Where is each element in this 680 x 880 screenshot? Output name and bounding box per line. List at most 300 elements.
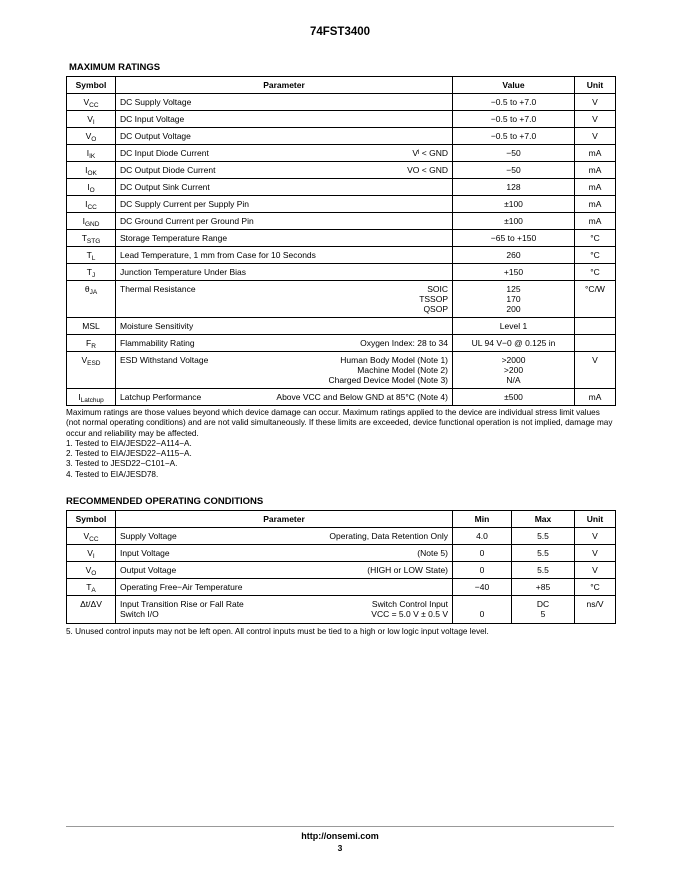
cell-line: V <box>592 355 598 365</box>
value-cell <box>453 145 575 162</box>
unit-cell <box>575 335 616 352</box>
unit-cell <box>575 162 616 179</box>
cell-line: 260 <box>506 250 521 260</box>
parameter-cell <box>116 318 453 335</box>
parameter-text <box>120 338 195 348</box>
cell-line: DC Ground Current per Ground Pin <box>120 216 254 226</box>
note-4: 4. Tested to EIA/JESD78. <box>66 469 159 479</box>
unit-cell <box>575 528 616 545</box>
parameter-wrap <box>120 250 448 260</box>
cell-line: −50 <box>506 165 521 175</box>
cell-line: Input Transition Rise or Fall Rate <box>120 599 244 609</box>
value-cell <box>453 179 575 196</box>
parameter-wrap <box>120 355 448 385</box>
cell-line: +85 <box>535 582 551 592</box>
table-row <box>67 579 616 596</box>
parameter-cell <box>116 281 453 318</box>
symbol-cell <box>67 230 116 247</box>
cell-line: DC Input Diode Current <box>120 148 209 158</box>
symbol-cell <box>67 247 116 264</box>
parameter-wrap <box>120 531 448 541</box>
cell-line: ±500 <box>504 392 523 402</box>
value-cell <box>453 247 575 264</box>
table-row <box>67 528 616 545</box>
parameter-wrap <box>120 233 448 243</box>
unit-cell <box>575 545 616 562</box>
symbol-sub: I <box>92 553 95 560</box>
value-cell <box>453 213 575 230</box>
parameter-cell <box>116 596 453 624</box>
footer-url[interactable]: http://onsemi.com <box>301 831 379 841</box>
cell-line: Switch Control Input <box>371 599 448 609</box>
symbol-main: V <box>85 131 92 141</box>
rec-conditions-table <box>66 510 616 624</box>
symbol-main: V <box>85 565 92 575</box>
symbol-sub: I <box>92 119 95 126</box>
cell-line: V <box>592 97 598 107</box>
symbol-sub: GND <box>84 221 100 228</box>
table-row <box>67 162 616 179</box>
max-cell <box>512 528 575 545</box>
cell-line: −40 <box>474 582 490 592</box>
cell-line: 128 <box>506 182 521 192</box>
cell-line: Thermal Resistance <box>120 284 196 294</box>
parameter-condition <box>407 165 448 175</box>
parameter-cell <box>116 545 453 562</box>
cell-line: Level 1 <box>499 321 528 331</box>
parameter-cell <box>116 162 453 179</box>
cell-line: −0.5 to +7.0 <box>490 114 537 124</box>
parameter-condition <box>329 531 448 541</box>
cell-line: 0 <box>479 548 485 558</box>
parameter-text <box>120 114 184 124</box>
symbol-main: MSL <box>82 321 100 331</box>
max-ratings-description: Maximum ratings are those values beyond which device damage can occur. Maximum ratings applied to the device are individual stress limit values (not normal operating conditions) and are not valid simultaneously. If these limits are exceeded, device functional operation is not implied, damage may occur and reliability may be affected. <box>66 408 613 438</box>
symbol-sub: L <box>91 255 96 262</box>
table-row <box>67 318 616 335</box>
symbol-cell <box>67 128 116 145</box>
unit-cell <box>575 264 616 281</box>
col-symbol: Symbol <box>67 511 116 528</box>
parameter-wrap <box>120 284 448 314</box>
symbol-sub: CC <box>87 204 97 211</box>
cell-line: 125 <box>506 284 521 294</box>
min-cell <box>453 596 512 624</box>
parameter-wrap <box>120 599 448 619</box>
unit-cell <box>575 213 616 230</box>
value-cell <box>453 94 575 111</box>
symbol-sub: R <box>91 343 96 350</box>
min-cell <box>453 528 512 545</box>
max-cell <box>512 596 575 624</box>
parameter-wrap <box>120 267 448 277</box>
cell-line: QSOP <box>423 304 448 314</box>
parameter-wrap <box>120 565 448 575</box>
parameter-text <box>120 199 249 209</box>
col-parameter: Parameter <box>116 77 453 94</box>
parameter-condition <box>367 565 448 575</box>
unit-cell <box>575 94 616 111</box>
symbol-cell <box>67 145 116 162</box>
table-row <box>67 94 616 111</box>
symbol-cell <box>67 352 116 389</box>
parameter-wrap <box>120 199 448 209</box>
cell-line: −0.5 to +7.0 <box>490 131 537 141</box>
symbol-cell <box>67 281 116 318</box>
cell-line: 4.0 <box>476 531 488 541</box>
cell-line <box>457 599 507 609</box>
cell-line: DC <box>536 599 550 609</box>
symbol-sub: OK <box>87 170 97 177</box>
symbol-main: T <box>86 250 92 260</box>
cell-line: Junction Temperature Under Bias <box>120 267 246 277</box>
cell-line: ESD Withstand Voltage <box>120 355 209 365</box>
cell-line: Flammability Rating <box>120 338 195 348</box>
value-cell <box>453 281 575 318</box>
cell-line: DC Output Voltage <box>120 131 191 141</box>
parameter-text <box>120 531 177 541</box>
unit-cell <box>575 562 616 579</box>
max-ratings-title: MAXIMUM RATINGS <box>69 62 161 73</box>
cell-line: (HIGH or LOW State) <box>367 565 448 575</box>
cell-line: ±100 <box>504 199 523 209</box>
note-2: 2. Tested to EIA/JESD22−A115−A. <box>66 449 192 459</box>
unit-cell <box>575 318 616 335</box>
cell-line: VCC = 5.0 V ± 0.5 V <box>371 609 448 619</box>
parameter-cell <box>116 528 453 545</box>
parameter-text <box>120 284 196 314</box>
symbol-main: V <box>83 531 90 541</box>
symbol-cell <box>67 335 116 352</box>
cell-line: SOIC <box>427 284 448 294</box>
unit-cell <box>575 230 616 247</box>
parameter-text <box>120 392 201 402</box>
symbol-sub: O <box>91 136 97 143</box>
cell-line: °C <box>590 250 600 260</box>
symbol-cell <box>67 318 116 335</box>
col-symbol: Symbol <box>67 77 116 94</box>
cell-line: mA <box>588 216 602 226</box>
cell-line: °C/W <box>585 284 605 294</box>
parameter-condition <box>360 338 448 348</box>
symbol-main: V <box>83 97 90 107</box>
table-row <box>67 111 616 128</box>
table-row <box>67 389 616 406</box>
max-ratings-notes <box>66 408 616 480</box>
cell-line: Oxygen Index: 28 to 34 <box>360 338 448 348</box>
parameter-text <box>120 182 210 192</box>
cell-line: V <box>592 131 598 141</box>
symbol-main: T <box>86 267 92 277</box>
cell-line: −65 to +150 <box>490 233 537 243</box>
cell-line: UL 94 V−0 @ 0.125 in <box>471 338 556 348</box>
table-row <box>67 196 616 213</box>
max-cell <box>512 579 575 596</box>
cell-line: mA <box>588 199 602 209</box>
table-row <box>67 128 616 145</box>
cell-line: Human Body Model (Note 1) <box>340 355 448 365</box>
table-row <box>67 213 616 230</box>
parameter-wrap <box>120 216 448 226</box>
parameter-cell <box>116 335 453 352</box>
cell-line: Charged Device Model (Note 3) <box>328 375 448 385</box>
rec-conditions-title: RECOMMENDED OPERATING CONDITIONS <box>66 496 264 507</box>
symbol-cell <box>67 545 116 562</box>
col-value: Value <box>453 77 575 94</box>
col-max: Max <box>512 511 575 528</box>
value-cell <box>453 335 575 352</box>
value-cell <box>453 318 575 335</box>
parameter-cell <box>116 213 453 230</box>
symbol-cell <box>67 596 116 624</box>
symbol-sub: ESD <box>87 360 101 367</box>
min-cell <box>453 562 512 579</box>
parameter-wrap <box>120 131 448 141</box>
table-row <box>67 230 616 247</box>
parameter-condition <box>419 284 448 314</box>
cell-line: V <box>592 531 598 541</box>
cell-line: Latchup Performance <box>120 392 202 402</box>
symbol-main: I <box>86 148 90 158</box>
table-header-row <box>67 77 616 94</box>
parameter-text <box>120 599 244 619</box>
value-cell <box>453 162 575 179</box>
unit-cell <box>575 579 616 596</box>
cell-line: DC Output Diode Current <box>120 165 216 175</box>
parameter-condition <box>371 599 448 619</box>
symbol-sub: JA <box>89 289 98 296</box>
unit-cell <box>575 596 616 624</box>
page-title: 74FST3400 <box>309 26 371 38</box>
parameter-text <box>120 131 191 141</box>
unit-cell <box>575 352 616 389</box>
cell-line: >200 <box>503 365 524 375</box>
unit-cell <box>575 196 616 213</box>
unit-cell <box>575 179 616 196</box>
cell-line: mA <box>588 182 602 192</box>
symbol-sub: O <box>91 570 97 577</box>
parameter-wrap <box>120 114 448 124</box>
cell-line: Input Voltage <box>120 548 170 558</box>
cell-line: ns/V <box>586 599 604 609</box>
parameter-text <box>120 355 208 385</box>
parameter-condition <box>412 148 448 158</box>
parameter-text <box>120 267 246 277</box>
value-cell <box>453 111 575 128</box>
parameter-cell <box>116 264 453 281</box>
max-cell <box>512 562 575 579</box>
symbol-sub: CC <box>89 536 99 543</box>
parameter-text <box>120 250 316 260</box>
cell-line: Storage Temperature Range <box>120 233 228 243</box>
col-min: Min <box>453 511 512 528</box>
parameter-text <box>120 165 215 175</box>
cell-line: Lead Temperature, 1 mm from Case for 10 Seconds <box>120 250 316 260</box>
cell-line: TSSOP <box>419 294 448 304</box>
parameter-condition <box>276 392 448 402</box>
parameter-wrap <box>120 165 448 175</box>
value-cell <box>453 230 575 247</box>
unit-cell <box>575 281 616 318</box>
table-row <box>67 145 616 162</box>
cell-line: −0.5 to +7.0 <box>490 97 537 107</box>
parameter-cell <box>116 111 453 128</box>
parameter-text <box>120 233 227 243</box>
unit-cell <box>575 247 616 264</box>
note-1: 1. Tested to EIA/JESD22−A114−A. <box>66 438 192 448</box>
value-cell <box>453 196 575 213</box>
symbol-cell <box>67 111 116 128</box>
cell-line: Switch I/O <box>120 609 159 619</box>
symbol-main: V <box>87 548 93 558</box>
symbol-main: T <box>81 233 87 243</box>
parameter-wrap <box>120 97 448 107</box>
symbol-cell <box>67 579 116 596</box>
symbol-sub: CC <box>89 102 99 109</box>
parameter-cell <box>116 145 453 162</box>
symbol-cell <box>67 213 116 230</box>
note-3: 3. Tested to JESD22−C101−A. <box>66 459 178 469</box>
symbol-sub: J <box>91 272 96 279</box>
parameter-wrap <box>120 338 448 348</box>
symbol-cell <box>67 528 116 545</box>
cell-line: VO < GND <box>407 165 448 175</box>
symbol-sub: STG <box>86 238 101 245</box>
symbol-sub: A <box>91 587 96 594</box>
symbol-cell <box>67 264 116 281</box>
table-row <box>67 281 616 318</box>
parameter-cell <box>116 179 453 196</box>
cell-line: 200 <box>506 304 521 314</box>
cell-line: 0 <box>479 565 485 575</box>
min-cell <box>453 545 512 562</box>
parameter-cell <box>116 562 453 579</box>
value-cell <box>453 352 575 389</box>
cell-line: DC Supply Current per Supply Pin <box>120 199 249 209</box>
symbol-main: I <box>82 216 85 226</box>
parameter-text <box>120 216 254 226</box>
symbol-sub: Latchup <box>80 397 104 404</box>
parameter-wrap <box>120 148 448 158</box>
symbol-cell <box>67 162 116 179</box>
col-parameter: Parameter <box>116 511 453 528</box>
cell-line: Operating Free−Air Temperature <box>120 582 243 592</box>
cell-line: Above VCC and Below GND at 85°C (Note 4) <box>276 392 448 402</box>
cell-line: Vᴵ < GND <box>412 148 448 158</box>
symbol-cell <box>67 179 116 196</box>
parameter-condition <box>328 355 448 385</box>
parameter-cell <box>116 230 453 247</box>
parameter-wrap <box>120 321 448 331</box>
parameter-cell <box>116 128 453 145</box>
symbol-sub: IK <box>89 153 96 160</box>
symbol-main: V <box>87 114 93 124</box>
parameter-cell <box>116 94 453 111</box>
symbol-main: I <box>78 392 81 402</box>
symbol-cell <box>67 94 116 111</box>
cell-line: DC Output Sink Current <box>120 182 210 192</box>
max-cell <box>512 545 575 562</box>
cell-line <box>579 338 611 348</box>
col-unit: Unit <box>575 77 616 94</box>
value-cell <box>453 128 575 145</box>
cell-line: 0 <box>479 609 485 619</box>
table-row <box>67 179 616 196</box>
table-header-row <box>67 511 616 528</box>
cell-line: Supply Voltage <box>120 531 177 541</box>
table-row <box>67 264 616 281</box>
parameter-text <box>120 97 191 107</box>
cell-line: DC Supply Voltage <box>120 97 192 107</box>
max-ratings-table <box>66 76 616 406</box>
cell-line: −50 <box>506 148 521 158</box>
symbol-cell <box>67 562 116 579</box>
cell-line: 5.5 <box>537 548 549 558</box>
symbol-main: F <box>86 338 92 348</box>
parameter-text <box>120 148 209 158</box>
symbol-main: I <box>85 199 88 209</box>
parameter-wrap <box>120 548 448 558</box>
note-5: 5. Unused control inputs may not be left open. All control inputs must be tied to a high or low logic input voltage level. <box>66 627 489 636</box>
parameter-cell <box>116 196 453 213</box>
value-cell <box>453 389 575 406</box>
symbol-main: Δt/ΔV <box>80 599 102 609</box>
unit-cell <box>575 145 616 162</box>
cell-line <box>579 321 611 331</box>
table-row <box>67 562 616 579</box>
cell-line: mA <box>588 392 602 402</box>
table-row <box>67 596 616 624</box>
parameter-wrap <box>120 582 448 592</box>
table-row <box>67 352 616 389</box>
parameter-cell <box>116 247 453 264</box>
cell-line: °C <box>590 582 600 592</box>
parameter-condition <box>417 548 448 558</box>
parameter-text <box>120 548 170 558</box>
cell-line: Output Voltage <box>120 565 177 575</box>
cell-line: Machine Model (Note 2) <box>357 365 448 375</box>
cell-line: (Note 5) <box>417 548 448 558</box>
parameter-cell <box>116 579 453 596</box>
parameter-cell <box>116 352 453 389</box>
cell-line: 5.5 <box>537 565 549 575</box>
parameter-text <box>120 321 193 331</box>
table-row <box>67 247 616 264</box>
cell-line: ±100 <box>504 216 523 226</box>
cell-line: N/A <box>506 375 521 385</box>
symbol-main: I <box>87 182 90 192</box>
parameter-wrap <box>120 182 448 192</box>
symbol-cell <box>67 196 116 213</box>
cell-line: °C <box>590 267 600 277</box>
col-unit: Unit <box>575 511 616 528</box>
symbol-main: T <box>86 582 92 592</box>
table-row <box>67 335 616 352</box>
parameter-text <box>120 582 242 592</box>
min-cell <box>453 579 512 596</box>
unit-cell <box>575 111 616 128</box>
cell-line: mA <box>588 148 602 158</box>
cell-line: V <box>592 114 598 124</box>
cell-line: 5.5 <box>537 531 549 541</box>
symbol-sub: O <box>89 187 95 194</box>
cell-line: Operating, Data Retention Only <box>329 531 448 541</box>
cell-line: V <box>592 565 598 575</box>
cell-line: 5 <box>540 609 546 619</box>
symbol-main: V <box>81 355 88 365</box>
cell-line: Moisture Sensitivity <box>120 321 194 331</box>
cell-line: V <box>592 548 598 558</box>
